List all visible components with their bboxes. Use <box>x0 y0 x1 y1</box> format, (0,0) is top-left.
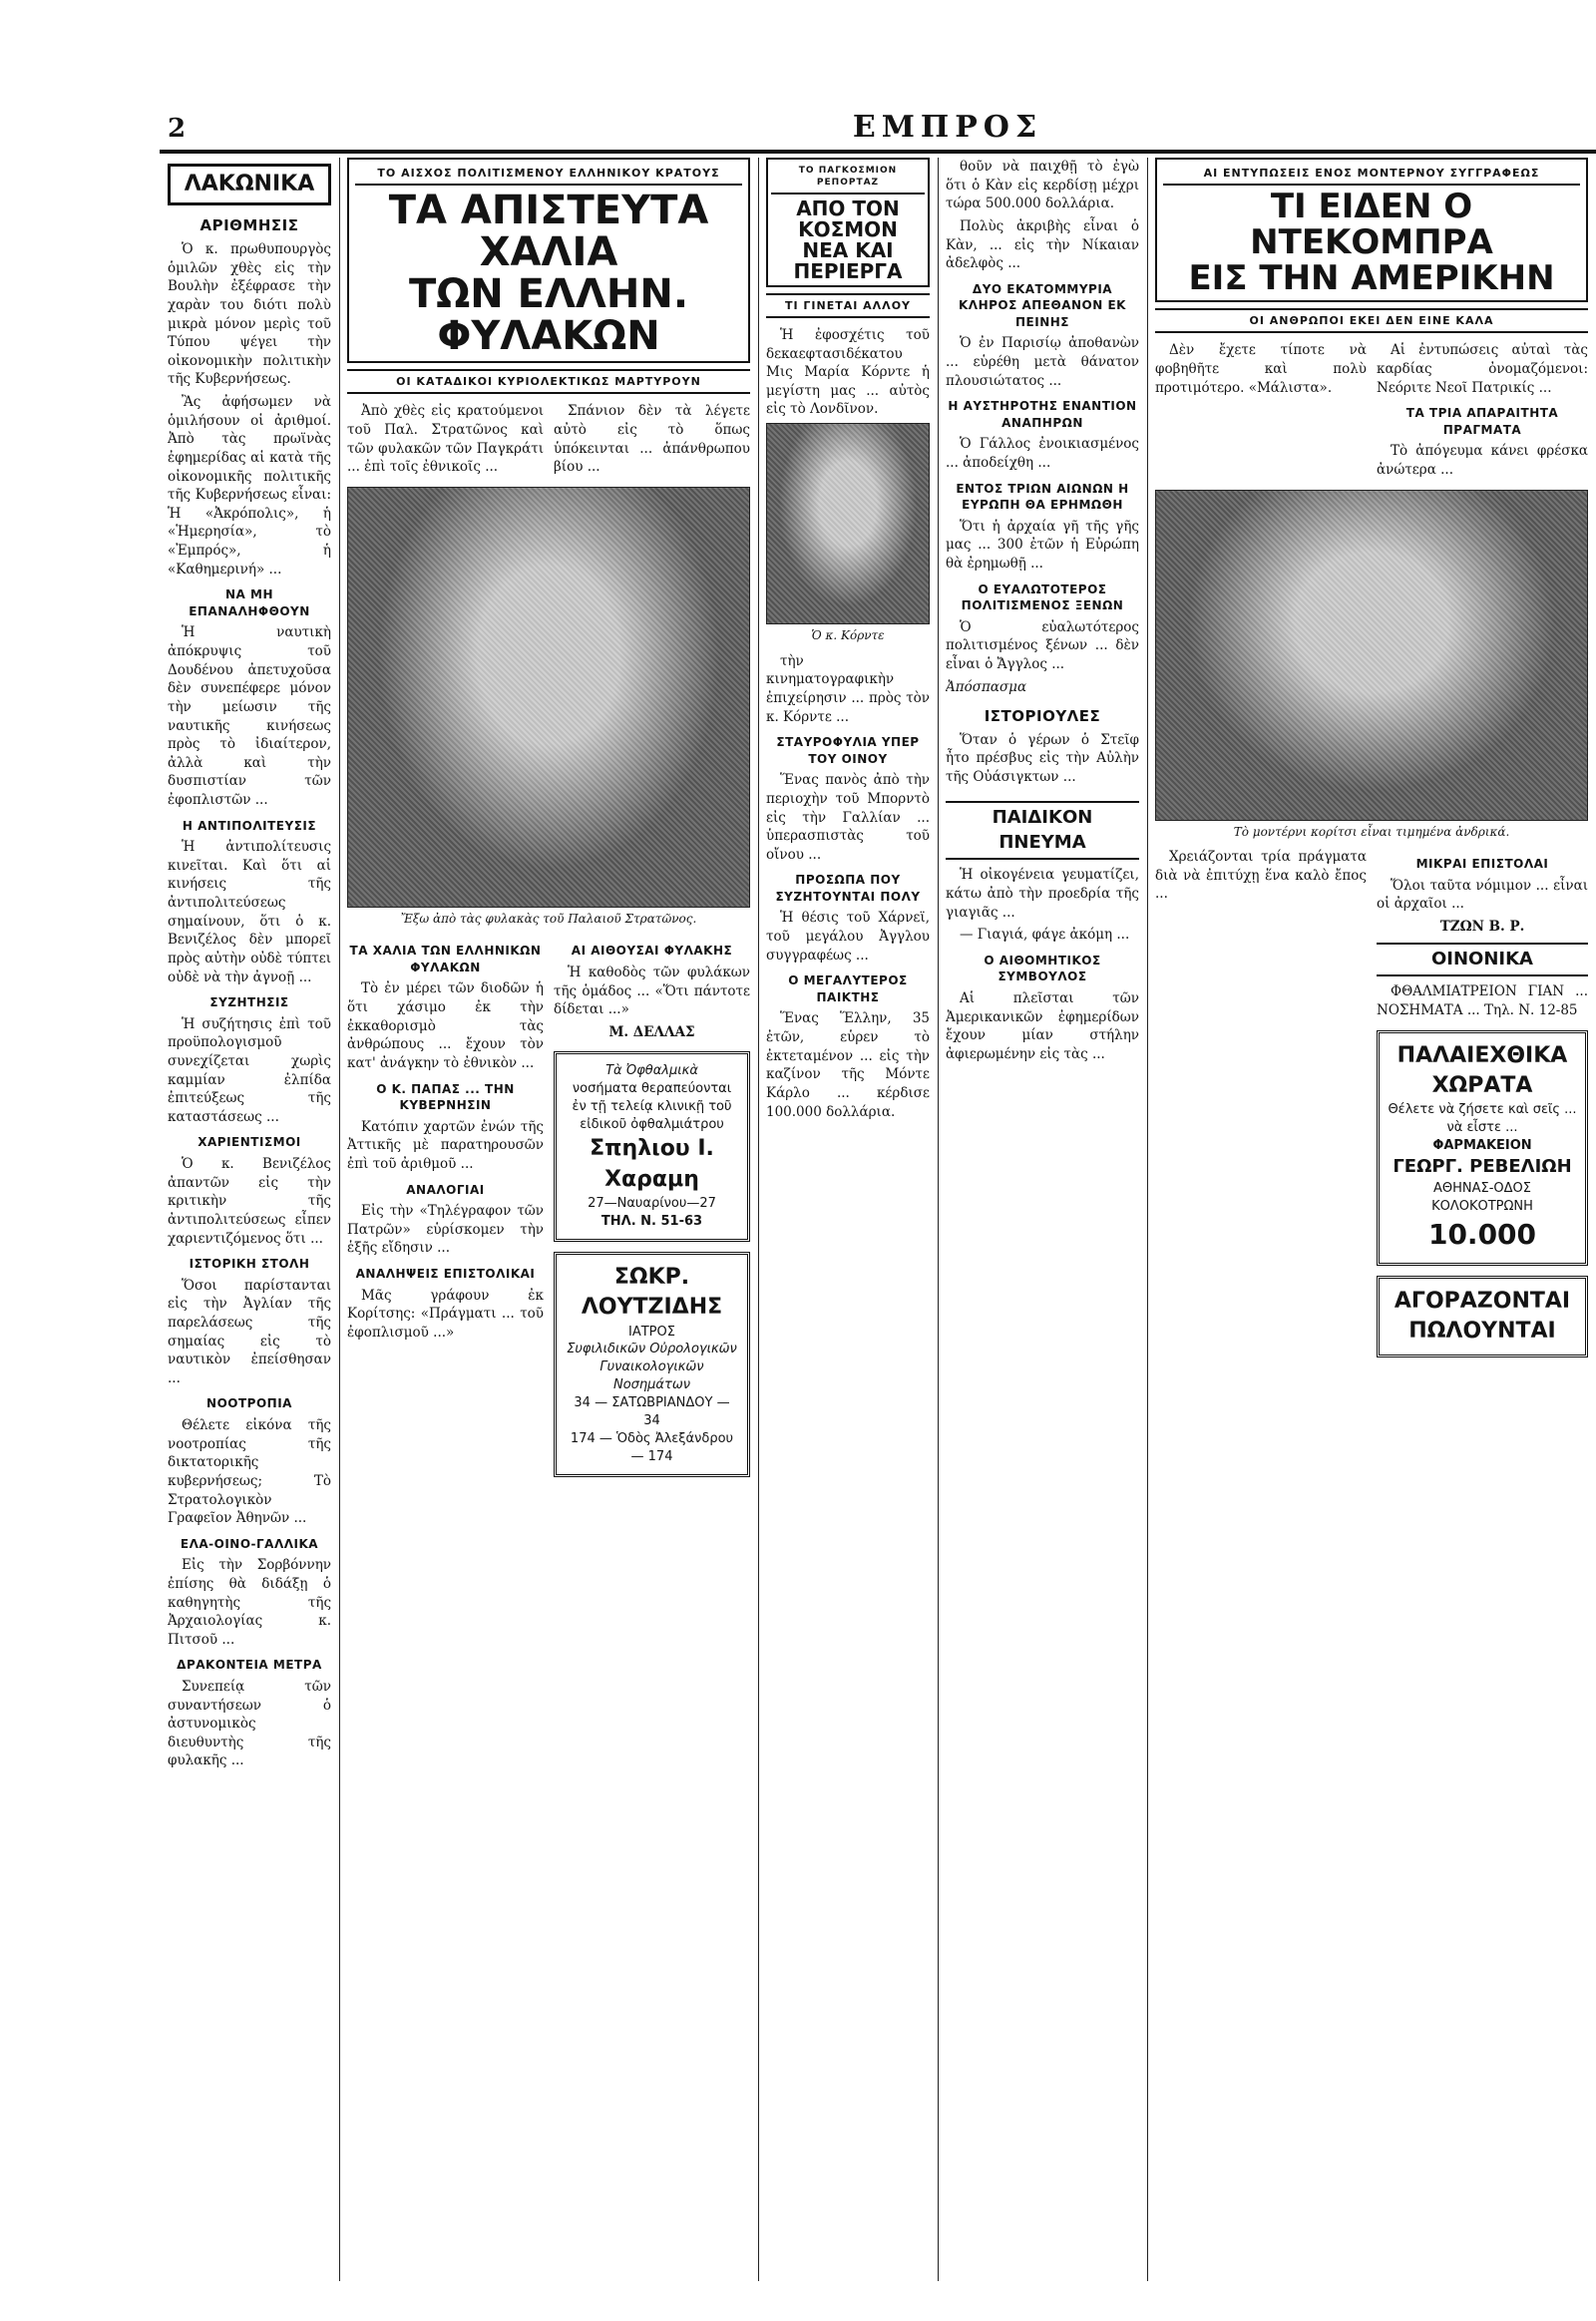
paragraph: — Γιαγιά, φάγε ἀκόμη ... <box>960 927 1130 944</box>
byline: Μ. ΔΕΛΛΑΣ <box>608 1023 695 1040</box>
ad-line: Συφιλιδικῶν Οὐρολογικῶν Γυναικολογικῶν Νοσημάτων <box>567 1342 737 1393</box>
paragraph: Ὁ κ. Βενιζέλος ἀπαντῶν εἰς τὴν κριτικὴν τῆς ἀντιπολιτεύσεως εἶπεν χαριεντιζόμενος ὅτι ... <box>168 1156 331 1247</box>
feature-america <box>1155 158 1588 2281</box>
section-heading: ΣΤΑΥΡΟΦΥΛΙΑ ΥΠΕΡ ΤΟΥ ΟΙΝΟΥ <box>776 735 920 766</box>
ad-line: νοσήματα θεραπεύονται ἐν τῇ τελείᾳ κλινικῇ τοῦ εἰδικοῦ ὀφθαλμιάτρου <box>572 1081 732 1133</box>
feature-body-left <box>347 935 544 1487</box>
paragraph: Θέλετε εἰκόνα τῆς νοοτροπίας τῆς δικτατορικῆς κυβερνήσεως; Τὸ Στρατολογικὸν Γραφεῖον Ἀθηνῶν ... <box>168 1417 331 1527</box>
section-heading: Ο Κ. ΠΑΠΑΣ ... ΤΗΝ ΚΥΒΕΡΝΗΣΙΝ <box>376 1081 515 1113</box>
section-heading: ΙΣΤΟΡΙΟΥΛΕΣ <box>984 707 1101 726</box>
feature-headline: ΤΩΝ ΕΛΛΗΝ. ΦΥΛΑΚΩΝ <box>408 271 689 360</box>
paragraph: Ὁ κ. πρωθυπουργὸς ὁμιλῶν χθὲς εἰς τὴν Βουλὴν ἐξέφρασε τὴν χαρὰν του διότι πολὺ μικρὰ μόνον μερὶς τοῦ Τύπου ψέγει τὴν οἰκονομικὴν πολιτικὴν τῆς Κυβερνήσεως. <box>168 241 331 388</box>
paragraph: Τὸ ἀπόγευμα κάνει φρέσκα ἀνώτερα ... <box>1377 443 1588 478</box>
right-headline: ΤΙ ΕΙΔΕΝ Ο ΝΤΕΚΟΜΠΡΑ <box>1250 187 1493 262</box>
photo-caption: Ἔξω ἀπὸ τὰς φυλακὰς τοῦ Παλαιοῦ Στρατῶνος. <box>400 911 697 926</box>
paragraph: Μᾶς γράφουν ἐκ Κορίτσης: «Πράγματι ... τοῦ ἐφοπλισμοῦ ...» <box>347 1287 544 1341</box>
section-heading: ΧΑΡΙΕΝΤΙΣΜΟΙ <box>198 1135 301 1150</box>
paragraph: Κατόπιν χαρτῶν ἐνών τῆς Ἀττικῆς μὲ παρατηρουσῶν ἐπὶ τοῦ ἀριθμοῦ ... <box>347 1118 544 1172</box>
ad-phone: ΤΗΛ. Ν. 51-63 <box>600 1213 703 1229</box>
photo-caption: Ὁ κ. Κόρντε <box>811 628 885 643</box>
paragraph: Ἀπὸ χθὲς εἰς κρατούμενοι τοῦ Παλ. Στρατῶνος καὶ τῶν φυλακῶν τῶν Παγκράτι ... ἐπὶ τοῖς ἐθνικοῖς ... <box>347 403 544 476</box>
ad-address: 174 — Ὁδὸς Ἀλεξάνδρου — 174 <box>570 1431 734 1465</box>
paragraph: Ἡ καθοδὸς τῶν φυλάκων τῆς ὁμάδος ... «Ὅτι πάντοτε δίδεται ...» <box>554 964 750 1018</box>
world-headline: ΝΕΑ ΚΑΙ ΠΕΡΙΕΡΓΑ <box>793 237 903 283</box>
section-heading: Η ΑΝΤΙΠΟΛΙΤΕΥΣΙΣ <box>182 818 317 833</box>
right-body-right <box>1377 848 1588 1367</box>
section-heading: ΝΑ ΜΗ ΕΠΑΝΑΛΗΦΘΟΥΝ <box>189 587 310 618</box>
ad-title: ΠΑΛΑΙΕΧΘΙΚΑ ΧΩΡΑΤΑ <box>1396 1042 1568 1099</box>
feature-subhead: ΟΙ ΚΑΤΑΔΙΚΟΙ ΚΥΡΙΟΛΕΚΤΙΚΩΣ ΜΑΡΤΥΡΟΥΝ <box>347 369 750 394</box>
section-heading: ΙΣΤΟΡΙΚΗ ΣΤΟΛΗ <box>189 1257 310 1272</box>
paragraph: Ἡ οἰκογένεια γευματίζει, κάτω ἀπὸ τὴν προεδρία τῆς γιαγιᾶς ... <box>946 867 1139 921</box>
paragraph: Αἱ πλεῖσται τῶν Ἀμερικανικῶν ἐφημερίδων ἔχουν μίαν στήλην ἀφιερωμένην εἰς τὰς ... <box>946 989 1139 1062</box>
advert-buy-sell <box>1377 1276 1588 1358</box>
ad-title: ΑΓΟΡΑΖΟΝΤΑΙ <box>1394 1288 1571 1314</box>
ad-line: ΦΑΡΜΑΚΕΙΟΝ <box>1432 1138 1532 1154</box>
paragraph: Πολὺς ἀκριβὴς εἶναι ὁ Κὰν, ... εἰς τὴν Νίκαιαν ἀδελφὸς ... <box>946 217 1139 272</box>
section-heading: ΜΙΚΡΑΙ ΕΠΙΣΤΟΛΑΙ <box>1415 857 1549 872</box>
advert-pharmacy <box>1377 1030 1588 1266</box>
paragraph: Ἡ ἀντιπολίτευσις κινεῖται. Καὶ ὅτι αἱ κινήσεις τῆς ἀντιπολιτεύσεως σημαίνουν, ὅτι ὁ κ. Βενιζέλος δὲν μπορεῖ πρὸς αὐτὴν οὐδὲ τύπτει οὐδὲ νὰ τὴν ἀγνοῇ ... <box>168 839 331 985</box>
world-subhead: ΤΙ ΓΙΝΕΤΑΙ ΑΛΛΟΥ <box>766 293 930 318</box>
feature-kicker: ΤΟ ΑΙΣΧΟΣ ΠΟΛΙΤΙΣΜΕΝΟΥ ΕΛΛΗΝΙΚΟΥ ΚΡΑΤΟΥΣ <box>355 164 742 186</box>
section-heading: ΕΝΤΟΣ ΤΡΙΩΝ ΑΙΩΝΩΝ Η ΕΥΡΩΠΗ ΘΑ ΕΡΗΜΩΘΗ <box>956 481 1129 513</box>
paragraph: Ἕνας Ἕλλην, 35 ἐτῶν, εὑρεν τὸ ἐκτεταμένον ... εἰς τὴν καζίνον τῆς Μόντε Κάρλο ... κέρδισε 100.000 δολλάρια. <box>766 1010 930 1120</box>
section-heading: ΔΡΑΚΟΝΤΕΙΑ ΜΕΤΡΑ <box>177 1658 322 1673</box>
paragraph: Ἡ ἐφοσχέτις τοῦ δεκαεφτασιδέκατου Μις Μαρία Κόρντε ἡ μεγίστη μας ... αὐτὸς εἰς τὸ Λονδῖνον. <box>766 326 930 418</box>
section-heading: ΑΝΑΛΟΓΙΑΙ <box>406 1182 485 1197</box>
paragraph: Ὅλοι ταῦτα νόμιμον ... εἶναι οἱ ἀρχαῖοι ... <box>1377 877 1588 913</box>
ad-role: ΙΑΤΡΟΣ <box>628 1324 675 1340</box>
paragraph: Σπάνιον δὲν τὰ λέγετε αὐτὸ εἰς τὸ ὅπως ὑπόκεινται ... ἀπάνθρωπου βίου ... <box>554 403 750 476</box>
section-heading: ΟΙΝΟΝΙΚΑ <box>1377 943 1588 977</box>
right-subhead: ΟΙ ΑΝΘΡΩΠΟΙ ΕΚΕΙ ΔΕΝ ΕΙΝΕ ΚΑΛΑ <box>1155 308 1588 333</box>
section-heading: ΤΑ ΤΡΙΑ ΑΠΑΡΑΙΤΗΤΑ ΠΡΑΓΜΑΤΑ <box>1405 406 1559 437</box>
ad-address: ΑΘΗΝΑΣ-ΟΔΟΣ ΚΟΛΟΚΟΤΡΩΝΗ <box>1431 1181 1533 1214</box>
paragraph: Τὸ ἐν μέρει τῶν διοδῶν ἡ ὅτι χάσιμο ἐκ τὴν ἐκκαθορισμὸ τὰς ἀνθρώπους ... ἔχουν τὸν κατ' ἀνάγκην τὸ ἐθνικὸν ... <box>347 980 544 1071</box>
paragraph: Ὁ εὐαλωτότερος πολιτισμένος ξένων ... δὲν εἶναι ὁ Ἄγγλος ... <box>946 618 1139 672</box>
paragraph: Ὁ ἐν Παρισίῳ ἀποθανὼν ... εὑρέθη μετὰ θάνατον πλουσιώτατος ... <box>946 335 1139 389</box>
right-body <box>1155 848 1588 1367</box>
masthead <box>160 108 1596 154</box>
advert-eye-clinic <box>554 1051 750 1241</box>
section-heading: ΑΙ ΑΙΘΟΥΣΑΙ ΦΥΛΑΚΗΣ <box>571 944 733 959</box>
column-misc <box>946 158 1139 2281</box>
world-headline: ΑΠΟ ΤΟΝ ΚΟΣΜΟΝ <box>796 195 900 241</box>
column-rule <box>758 158 759 2281</box>
section-heading: ΝΟΟΤΡΟΠΙΑ <box>206 1396 292 1411</box>
prison-photo <box>347 487 750 908</box>
column-lakonika <box>168 158 331 2281</box>
ad-number: 10.000 <box>1427 1217 1537 1251</box>
feature-lead-row <box>347 402 750 481</box>
world-kicker: ΤΟ ΠΑΓΚΟΣΜΙΟΝ ΡΕΠΟΡΤΑΖ <box>771 163 925 194</box>
photo-caption: Τὸ μοντέρνι κορίτσι εἶναι τιμημένα ἀνδρικά. <box>1233 824 1510 839</box>
feature-headline-box <box>347 158 750 363</box>
right-body-left <box>1155 848 1367 1367</box>
paragraph: Ἂς ἀφήσωμεν νὰ ὁμιλήσουν οἱ ἀριθμοί. Ἀπὸ τὰς πρωϊνὰς ἐφημερίδας αἱ κατὰ τῆς οἰκονομικῆς πολιτικῆς τῆς Κυβερνήσεως εἶναι: Ἡ «Ἀκρόπολις», ἡ «Ἡμερησία», τὸ «Ἐμπρός», ἡ «Καθημερινή» ... <box>168 394 331 578</box>
right-lead-row <box>1155 341 1588 483</box>
ad-name: Σπηλιου Ι. Χαραμη <box>590 1136 714 1192</box>
paragraph: Ἡ ναυτικὴ ἀπόκρυψις τοῦ Δουδένου ἀπετυχοῦσα δὲν συνεπέφερε μόνον τὴν μείωσιν τῆς ναυτικῆς κινήσεως πρὸς τὸ ἰδιαίτερον, ἀλλὰ καὶ τὴν δυσπιστίαν τῶν ἐφοπλιστῶν ... <box>168 624 331 809</box>
paragraph: Ἡ θέσις τοῦ Χάρνεϊ, τοῦ μεγάλου Ἀγγλου συγγραφέως ... <box>766 910 930 964</box>
paragraph: Ὁ Γάλλος ἐνοικιασμένος ... ἀποδείχθη ... <box>946 436 1139 471</box>
ad-address: 27—Ναυαρίνου—27 <box>588 1195 716 1211</box>
paragraph: Ὅτι ἡ ἀρχαία γῆ τῆς γῆς μας ... 300 ἐτῶν ἡ Εὐρώπη θὰ ἐρημωθῇ ... <box>946 518 1139 572</box>
paragraph: Χρειάζονται τρία πράγματα διὰ νὰ ἐπιτύχῃ ἕνα καλὸ ἔπος ... <box>1155 849 1367 903</box>
feature-body <box>347 935 750 1487</box>
paragraph: θοῦν νὰ παιχθῇ τὸ ἐγὼ ὅτι ὁ Κὰν εἰς κερδίσῃ μέχρι τώρα 500.000 δολλάρια. <box>946 159 1139 212</box>
right-headline: ΕΙΣ ΤΗΝ ΑΜΕΡΙΚΗΝ <box>1188 257 1555 298</box>
newspaper-name: ΕΜΠΡΟΣ <box>852 110 1043 145</box>
feature-headline: ΤΑ ΑΠΙΣΤΕΥΤΑ ΧΑΛΙΑ <box>388 188 709 276</box>
section-title: ΛΑΚΩΝΙΚΑ <box>168 164 331 205</box>
paragraph: Ἡ συζήτησις ἐπὶ τοῦ προϋπολογισμοῦ συνεχίζεται χωρὶς καμμίαν ἐλπίδα ἐπιτεύξεως τῆς καταστάσεως ... <box>168 1015 331 1125</box>
section-heading: Η ΑΥΣΤΗΡΟΤΗΣ ΕΝΑΝΤΙΟΝ ΑΝΑΠΗΡΩΝ <box>948 399 1137 430</box>
paragraph: Ὅσοι παρίστανται εἰς τὴν Ἀγλίαν τῆς παρελάσεως τῆς σημαίας εἰς τὸ ναυτικὸν ἐπείσθησαν ... <box>168 1277 331 1386</box>
paragraph: Αἱ ἐντυπώσεις αὐταὶ τὰς καρδίας ὀνομαζόμενοι: Νεόριτε Νεοῖ Πατρικίς ... <box>1377 342 1588 396</box>
paragraph: Δὲν ἔχετε τίποτε νὰ φοβηθῆτε καὶ πολὺ προτιμότερο. «Μάλιστα». <box>1155 342 1367 396</box>
ad-line: Τὰ Ὀφθαλμικὰ <box>605 1063 698 1079</box>
feature-prisons <box>347 158 750 2281</box>
right-headline-box <box>1155 158 1588 302</box>
paragraph: Ἕνας πανὸς ἀπὸ τὴν περιοχὴν τοῦ Μπορντὸ εἰς τὴν Γαλλίαν ... ὑπερασπιστὰς τοῦ οἴνου ... <box>766 772 930 863</box>
column-rule <box>938 158 939 2281</box>
feature-body-right <box>554 935 750 1487</box>
section-heading: ΑΝΑΛΗΨΕΙΣ ΕΠΙΣΤΟΛΙΚΑΙ <box>355 1267 536 1281</box>
section-heading: ΤΑ ΧΑΛΙΑ ΤΩΝ ΕΛΛΗΝΙΚΩΝ ΦΥΛΑΚΩΝ <box>349 944 542 974</box>
paragraph: Εἰς τὴν «Τηλέγραφον τῶν Πατρῶν» εὑρίσκομεν τὴν ἑξῆς εἴδησιν ... <box>347 1203 544 1257</box>
portrait-photo <box>766 423 930 624</box>
right-kicker: ΑΙ ΕΝΤΥΠΩΣΕΙΣ ΕΝΟΣ ΜΟΝΤΕΡΝΟΥ ΣΥΓΓΡΑΦΕΩΣ <box>1163 164 1580 186</box>
paragraph: Εἰς τὴν Σορβόννην ἐπίσης θὰ διδάξῃ ὁ καθηγητὴς τῆς Ἀρχαιολογίας κ. Πιτσοῦ ... <box>168 1557 331 1648</box>
column-world <box>766 158 930 2281</box>
section-heading: ΔΥΟ ΕΚΑΤΟΜΜΥΡΙΑ ΚΛΗΡΟΣ ΑΠΕΘΑΝΟΝ ΕΚ ΠΕΙΝΗΣ <box>959 281 1126 329</box>
section-heading: ΕΛΑ-ΟΙΝΟ-ΓΑΛΛΙΚΑ <box>180 1536 319 1551</box>
ad-line: Θέλετε νὰ ζήσετε καὶ σεῖς ... νὰ εἶστε ... <box>1388 1102 1577 1136</box>
section-heading: ΠΡΟΣΩΠΑ ΠΟΥ ΣΥΖΗΤΟΥΝΤΑΙ ΠΟΛΥ <box>775 873 921 904</box>
ad-name: ΣΩΚΡ. ΛΟΥΤΖΙΔΗΣ <box>581 1264 723 1321</box>
section-heading: ΑΡΙΘΜΗΣΙΣ <box>200 216 299 235</box>
paragraph: Συνεπείᾳ τῶν συναντήσεων ὁ ἀστυνομικὸς διευθυντὴς τῆς φυλακῆς ... <box>168 1678 331 1769</box>
paragraph: ΦΘΑΛΜΙΑΤΡΕΙΟΝ ΓΙΑΝ ... ΝΟΣΗΜΑΤΑ ... Τηλ. Ν. 12-85 <box>1377 983 1588 1019</box>
column-rule <box>1147 158 1148 2281</box>
section-heading: Ο ΕΥΑΛΩΤΟΤΕΡΟΣ ΠΟΛΙΤΙΣΜΕΝΟΣ ΞΕΝΩΝ <box>961 581 1124 613</box>
advert-doctor <box>554 1252 750 1477</box>
paragraph: Ὅταν ὁ γέρων ὁ Στεῖφ ἦτο πρέσβυς εἰς τὴν Αὐλὴν τῆς Οὐάσιγκτων ... <box>946 731 1139 786</box>
section-heading: Ο ΑΙΘΟΜΗΤΙΚΟΣ ΣΥΜΒΟΥΛΟΣ <box>984 953 1101 984</box>
column-rule <box>339 158 340 2281</box>
section-heading: ΠΑΙΔΙΚΟΝ ΠΝΕΥΜΑ <box>946 801 1139 861</box>
ad-address: 34 — ΣΑΤΩΒΡΙΑΝΔΟΥ — 34 <box>574 1395 730 1429</box>
ad-name: ΓΕΩΡΓ. ΡΕΒΕΛΙΩΗ <box>1393 1156 1572 1178</box>
right-lead-col <box>1377 341 1588 483</box>
modern-girl-photo <box>1155 490 1588 821</box>
section-heading: Ο ΜΕΓΑΛΥΤΕΡΟΣ ΠΑΙΚΤΗΣ <box>788 973 908 1004</box>
ad-title: ΠΩΛΟΥΝΤΑΙ <box>1408 1318 1556 1344</box>
world-headline-box <box>766 158 930 287</box>
paragraph: τὴν κινηματογραφικὴν ἐπιχείρησιν ... πρὸς τὸν κ. Κόρντε ... <box>766 652 930 725</box>
page-number: 2 <box>168 114 187 144</box>
serial-label: Ἀπόσπασμα <box>946 678 1027 695</box>
section-heading: ΣΥΖΗΤΗΣΙΣ <box>209 995 289 1010</box>
byline: ΤΖΩΝ Β. Ρ. <box>1439 918 1525 935</box>
